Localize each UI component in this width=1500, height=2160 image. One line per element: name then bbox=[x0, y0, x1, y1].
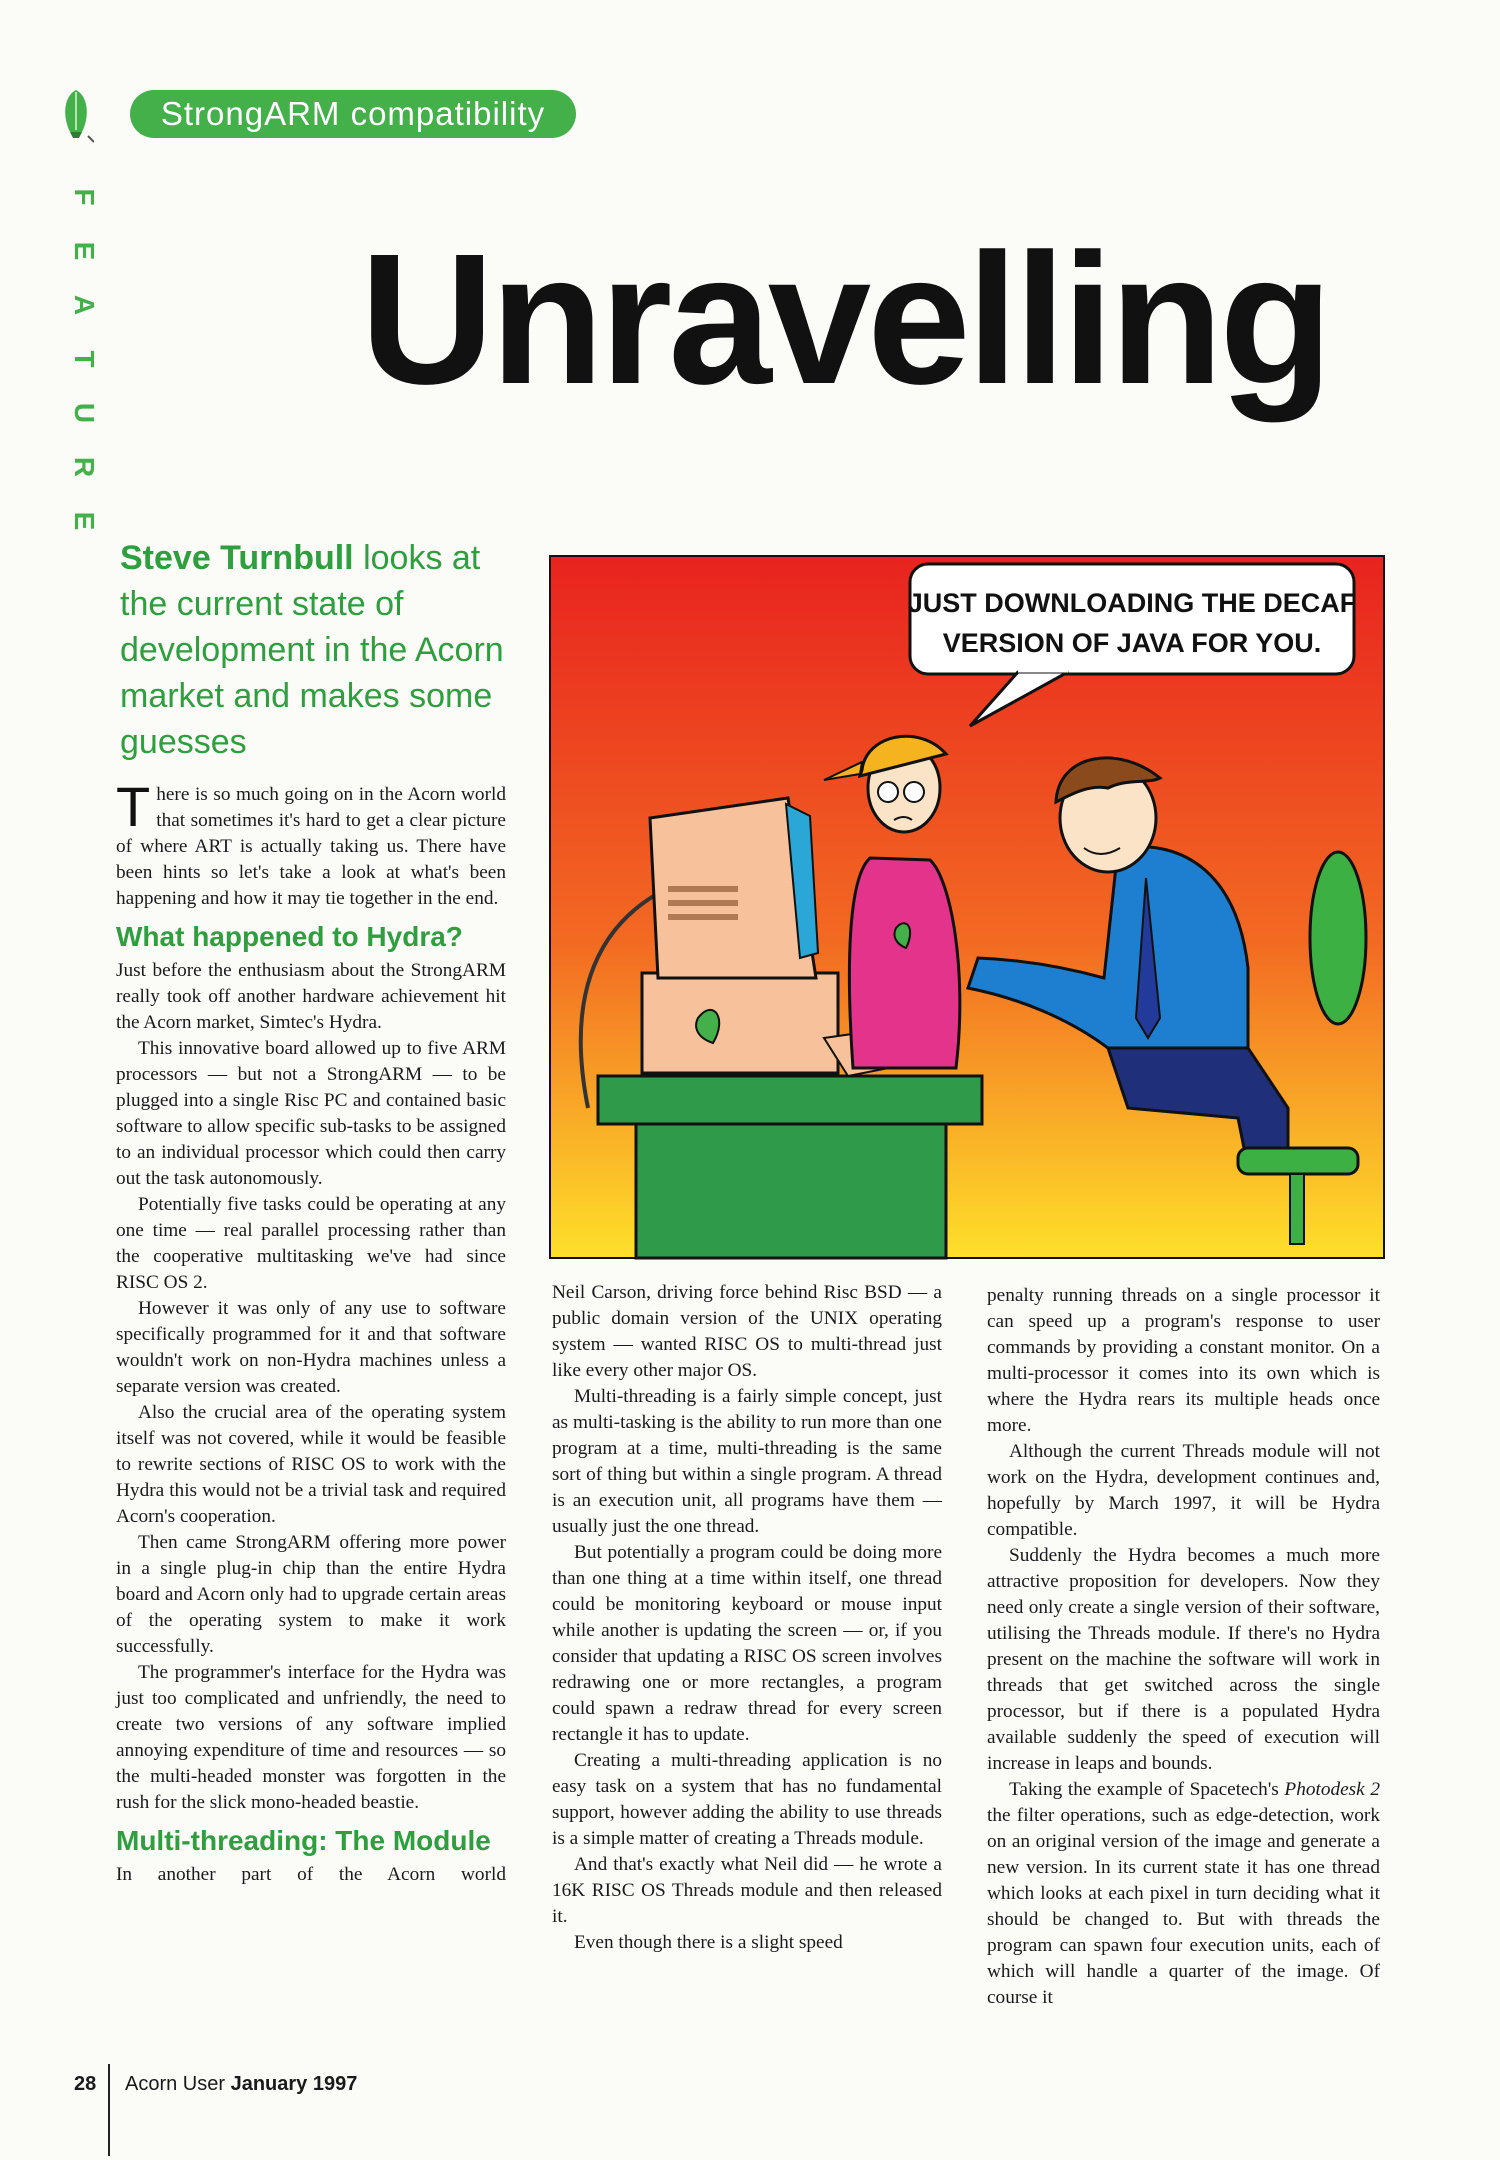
body-paragraph: And that's exactly what Neil did — he wrote a 16K RISC OS Threads module and then released it. bbox=[552, 1854, 942, 1927]
body-paragraph: Just before the enthusiasm about the StrongARM really took off another hardware achievement hit the Acorn market, Simtec's Hydra. bbox=[116, 960, 506, 1033]
acorn-logo-icon bbox=[58, 86, 94, 144]
speech-bubble-line-2: VERSION OF JAVA FOR YOU. bbox=[942, 628, 1322, 658]
body-paragraph: However it was only of any use to software specifically programmed for it and that software wouldn't work on non-Hydra machines unless a separate version was created. bbox=[116, 1298, 506, 1397]
article-column-1 bbox=[116, 775, 506, 1888]
feature-vertical-label: F E A T U R E bbox=[69, 188, 100, 531]
standfirst bbox=[120, 535, 520, 765]
body-paragraph: Taking the example of Spacetech's Photodesk 2 the filter operations, such as edge-detection, work on an original version of the image and generate a new version. In its current state it has one thread which looks at each pixel in turn deciding what it should be changed to. But with threads the program can spawn four execution units, each of which will handle a quarter of the image. Of course it bbox=[987, 1779, 1380, 2008]
body-paragraph: But potentially a program could be doing more than one thing at a time within itself, one thread could be monitoring keyboard or mouse input while another is updating the screen — or, if you consider that updating a RISC OS screen involves redrawing one or more rectangles, a program could spawn a redraw thread for every screen rectangle it has to update. bbox=[552, 1542, 942, 1745]
column-2-continuation: Neil Carson, driving force behind Risc BSD — a public domain version of the UNIX operating system — wanted RISC OS to multi-thread just like every other major OS. bbox=[552, 1282, 942, 1381]
intro-paragraph: There is so much going on in the Acorn world that sometimes it's hard to get a clear picture of where ART is actually taking us. There have been hints so let's take a look at what's been happening and how it may tie together in the end. bbox=[116, 775, 506, 909]
standfirst-text: looks at the current state of development in the Acorn market and makes some guesses bbox=[120, 539, 504, 761]
section-label: StrongARM compatibility bbox=[130, 90, 576, 138]
subheading-threads: Multi-threading: The Module bbox=[116, 1825, 491, 1856]
body-paragraph: Multi-threading is a fairly simple concept, just as multi-tasking is the ability to run more than one program at a time, multi-threading is the same sort of thing but within a single program. A thread is an execution unit, all programs have them — usually just the one thread. bbox=[552, 1386, 942, 1537]
body-paragraph: Creating a multi-threading application is no easy task on a system that has no fundamental support, however adding the ability to use threads is a simple matter of creating a Threads module. bbox=[552, 1750, 942, 1849]
body-paragraph: penalty running threads on a single processor it can speed up a program's response to user commands by providing a constant monitor. On a multi-processor it comes into its own which is where the Hydra rears its multiple heads once more. bbox=[987, 1285, 1380, 1436]
speech-bubble-line-1: JUST DOWNLOADING THE DECAF bbox=[907, 588, 1357, 618]
article-title: Unravelling bbox=[360, 216, 1329, 423]
footer-divider bbox=[108, 2064, 110, 2156]
body-paragraph: Also the crucial area of the operating system itself was not covered, while it would be feasible to rewrite sections of RISC OS to work with the Hydra this would not be a trivial task and required Acorn's cooperation. bbox=[116, 1402, 506, 1527]
body-paragraph: Potentially five tasks could be operating at any one time — real parallel processing rather than the cooperative multitasking we've had since RISC OS 2. bbox=[116, 1194, 506, 1293]
subheading-hydra: What happened to Hydra? bbox=[116, 921, 463, 952]
body-paragraph: Suddenly the Hydra becomes a much more attractive proposition for developers. Now they need only create a single version of their software, utilising the Threads module. If there's no Hydra present on the machine the software will work in threads that get switched across the single processor, but if there is a populated Hydra available suddenly the speed of execution will increase in leaps and bounds. bbox=[987, 1545, 1380, 1774]
author-name: Steve Turnbull bbox=[120, 539, 354, 577]
cartoon-illustration bbox=[548, 548, 1386, 1260]
footer-publication: Acorn User January 1997 bbox=[125, 2073, 358, 2095]
article-column-3 bbox=[987, 1283, 1380, 2011]
body-paragraph: The programmer's interface for the Hydra was just too complicated and unfriendly, the need to create two versions of any software implied annoying expenditure of time and resources — so the multi-headed monster was forgotten in the rush for the slick mono-headed beastie. bbox=[116, 1662, 506, 1813]
body-paragraph bbox=[552, 1280, 942, 1384]
body-paragraph: Although the current Threads module will not work on the Hydra, development continues and, hopefully by March 1997, it will be Hydra compatible. bbox=[987, 1441, 1380, 1540]
body-paragraph: Then came StrongARM offering more power in a single plug-in chip than the entire Hydra board and Acorn only had to upgrade certain areas of the operating system to make it work successfully. bbox=[116, 1532, 506, 1657]
article-column-2 bbox=[552, 1280, 942, 1956]
body-paragraph: Even though there is a slight speed bbox=[574, 1932, 843, 1953]
page-number: 28 bbox=[74, 2073, 97, 2095]
body-paragraph: In another part of the Acorn world bbox=[116, 1864, 506, 1885]
drop-cap: T bbox=[116, 775, 151, 838]
body-paragraph: This innovative board allowed up to five ARM processors — but not a StrongARM — to be plugged into a single Risc PC and contained basic software to allow specific sub-tasks to be assigned to an individual processor which could then carry out the task autonomously. bbox=[116, 1038, 506, 1189]
product-name: Photodesk 2 bbox=[1284, 1779, 1380, 1800]
